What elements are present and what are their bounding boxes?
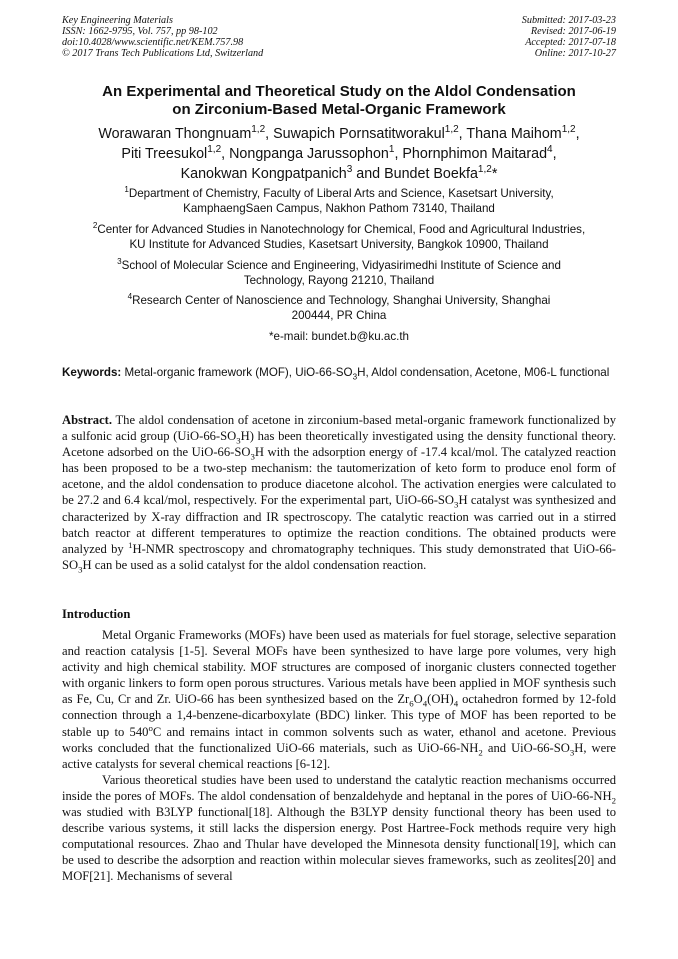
affiliation-line: Center for Advanced Studies in Nanotechnology for Chemical, Food and Agricultural Industries, <box>97 223 586 236</box>
date-revised: Revised: 2017-06-19 <box>530 26 616 37</box>
subscript: 3 <box>352 372 358 382</box>
paragraph-text: Metal Organic Frameworks (MOFs) have been used as materials for fuel storage, selective separation and reaction catalysis [1-5]. Several MOFs have been synthesized to have large pore volumes, very high activity and high chemical stability. MOF structures are composed of inorganic clusters connected together with organic linkers to form open porous structures. Various metals have been applied in MOF synthesis such as Fe, Cu, Cr and Zr. UiO-66 has been synthesized based on the Zr <box>62 628 616 707</box>
paragraph-text: octahedron formed by 12-fold connection through a 1,4-benzene-dicarboxylate (BDC) linker. This type of MOF has been reported to be stable up to 540 <box>62 692 616 739</box>
journal-copyright: © 2017 Trans Tech Publications Ltd, Switzerland <box>62 48 264 59</box>
date-online: Online: 2017-10-27 <box>534 48 616 59</box>
paragraph-text: H, were active catalysts for several chemical reactions [6-12]. <box>62 740 616 771</box>
subscript: 3 <box>236 435 241 446</box>
affiliation-number: 1 <box>124 185 129 195</box>
affiliation-3 <box>62 258 616 288</box>
corresponding-email[interactable]: *e-mail: bundet.b@ku.ac.th <box>268 330 410 343</box>
author-affiliation-mark: 1,2 <box>477 164 492 176</box>
introduction-body <box>62 627 616 885</box>
affiliation-line: 200444, PR China <box>291 309 387 322</box>
abstract-text: H can be used as a solid catalyst for the aldol condensation reaction. <box>82 557 427 572</box>
author-name: Suwapich Pornsatitworakul <box>273 126 445 142</box>
paragraph-text: and UiO-66-SO <box>482 740 570 755</box>
author-separator: , <box>552 146 557 162</box>
keywords-text: Metal-organic framework (MOF), UiO-66-SO <box>121 366 353 379</box>
author-affiliation-mark: 1,2 <box>444 124 459 136</box>
affiliation-line: Department of Chemistry, Faculty of Liberal Arts and Science, Kasetsart University, <box>128 187 554 200</box>
author-line-2 <box>62 144 616 164</box>
author-separator: , <box>265 126 274 142</box>
keywords <box>62 365 616 380</box>
affiliation-2 <box>62 222 616 252</box>
abstract-text: H catalyst was synthesized and characterized by X-ray diffraction and IR spectroscopy. The catalytic reaction was carried out in a stirred batch reactor at different temperatures to optimize the reaction conditions. The obtained products were analyzed by <box>62 493 616 556</box>
paragraph <box>62 627 616 772</box>
subscript: 2 <box>611 795 616 806</box>
subscript: 2 <box>478 747 483 758</box>
author-name: Phornphimon Maitarad <box>402 146 548 162</box>
author-list <box>62 124 616 184</box>
paragraph <box>62 772 616 885</box>
affiliation-line: KU Institute for Advanced Studies, Kasetsart University, Bangkok 10900, Thailand <box>129 238 549 251</box>
author-affiliation-mark: 3 <box>346 164 353 176</box>
corresponding-mark: * <box>491 166 498 182</box>
author-name: Worawaran Thongnuam <box>98 126 252 142</box>
subscript: 4 <box>422 698 428 709</box>
journal-header-right <box>522 15 616 59</box>
paragraph-text: C and remains intact in common solvents such as water, ethanol and acetone. Previous works concluded that the functionalized UiO-66 materials, such as UiO-66-NH <box>62 724 616 755</box>
author-name: Piti Treesukol <box>121 146 208 162</box>
author-affiliation-mark: 4 <box>547 144 553 156</box>
journal-name: Key Engineering Materials <box>62 15 173 26</box>
subscript: 6 <box>409 698 414 709</box>
subscript: 4 <box>453 698 459 709</box>
affiliation-1 <box>62 186 616 216</box>
author-separator: , <box>458 126 467 142</box>
affiliation-4 <box>62 293 616 323</box>
journal-issn: ISSN: 1662-9795, Vol. 757, pp 98-102 <box>62 26 218 37</box>
affiliation-number: 3 <box>117 257 122 267</box>
keywords-text: H, Aldol condensation, Acetone, M06-L functional <box>357 366 610 379</box>
degree-mark: o <box>148 722 153 733</box>
keywords-label: Keywords: <box>62 366 122 379</box>
author-name: Bundet Boekfa <box>384 166 478 182</box>
author-line-3 <box>62 164 616 184</box>
author-name: Thana Maihom <box>466 126 562 142</box>
subscript: 3 <box>78 564 83 575</box>
paragraph-text: (OH) <box>427 692 454 707</box>
abstract-text: H with the adsorption energy of -17.4 kcal/mol. The catalyzed reaction has been proposed to be a two-step mechanism: the tautomerization of keto form to produce enol form of acetone, and the aldol condensation to produce diacetone alcohol. The activation energies were calculated to be 27.2 and 6.4 kcal/mol, respectively. For the experimental part, UiO-66-SO <box>62 445 616 508</box>
author-affiliation-mark: 1,2 <box>251 124 266 136</box>
paper-title <box>62 83 616 119</box>
author-affiliation-mark: 1,2 <box>561 124 576 136</box>
affiliation-line: Research Center of Nanoscience and Technology, Shanghai University, Shanghai <box>132 294 551 307</box>
subscript: 3 <box>250 451 255 462</box>
section-heading-introduction: Introduction <box>62 607 131 621</box>
author-line-1 <box>62 124 616 144</box>
affiliation-line: KamphaengSaen Campus, Nakhon Pathom 73140, Thailand <box>183 202 495 215</box>
author-affiliation-mark: 1,2 <box>207 144 222 156</box>
abstract-label: Abstract. <box>62 413 113 427</box>
author-affiliation-mark: 1 <box>388 144 395 156</box>
paragraph-text: Various theoretical studies have been used to understand the catalytic reaction mechanisms occurred inside the pores of MOFs. The aldol condensation of benzaldehyde and heptanal in the pores of UiO-66-NH <box>62 772 616 803</box>
title-line-2: on Zirconium-Based Metal-Organic Framework <box>172 101 506 118</box>
author-separator: , <box>394 146 403 162</box>
affiliation-line: Technology, Rayong 21210, Thailand <box>243 274 435 287</box>
author-separator: , <box>575 126 580 142</box>
date-accepted: Accepted: 2017-07-18 <box>525 37 616 48</box>
affiliation-line: School of Molecular Science and Engineering, Vidyasirimedhi Institute of Science and <box>121 259 561 272</box>
abstract-text: H) has been theoretically investigated using the density functional theory. Acetone adsorbed on the UiO-66-SO <box>62 429 617 460</box>
author-name: Nongpanga Jarussophon <box>229 146 389 162</box>
abstract <box>62 412 616 573</box>
title-line-1: An Experimental and Theoretical Study on the Aldol Condensation <box>102 83 576 100</box>
abstract-text: The aldol condensation of acetone in zirconium-based metal-organic framework functionalized by a sulfonic acid group (UiO-66-SO <box>62 413 616 444</box>
subscript: 3 <box>569 747 575 758</box>
date-submitted: Submitted: 2017-03-23 <box>521 15 616 26</box>
abstract-text: H-NMR spectroscopy and chromatography techniques. This study demonstrated that UiO-66-SO <box>62 541 616 572</box>
paragraph-text: was studied with B3LYP functional[18]. Although the B3LYP density functional theory has been used to describe various systems, it still lacks the dispersion energy. Post Hartree-Fock methods require very high computational resources. Zhao and Thular have developed the Minnesota density functional[19], which can be used to describe the adsorption and reaction within molecular sieves frameworks, such as zeolites[20] and MOF[21]. Mechanisms of several <box>62 805 616 884</box>
affiliation-number: 2 <box>92 221 98 231</box>
affiliation-number: 4 <box>127 292 133 302</box>
superscript: 1 <box>128 539 133 550</box>
author-separator: and <box>352 166 385 182</box>
subscript: 3 <box>454 499 459 510</box>
author-name: Kanokwan Kongpatpanich <box>180 166 347 182</box>
journal-header-left <box>62 15 263 59</box>
journal-doi: doi:10.4028/www.scientific.net/KEM.757.98 <box>62 37 244 48</box>
paragraph-text: O <box>413 692 423 707</box>
author-separator: , <box>221 146 230 162</box>
